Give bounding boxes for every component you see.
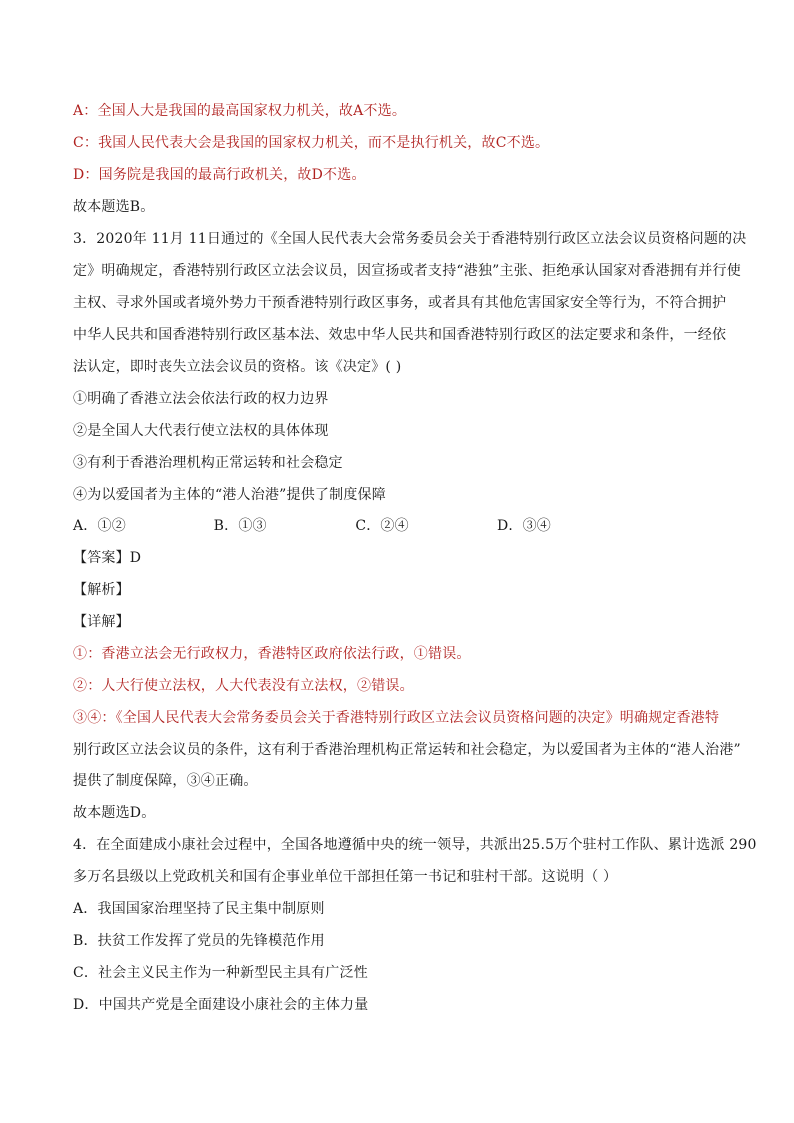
q3-statement-2: ②是全国人大代表行使立法权的具体体现 — [73, 423, 329, 439]
q2-conclusion: 故本题选B。 — [73, 199, 155, 215]
q3-statement-4: ④为以爱国者为主体的“港人治港”提供了制度保障 — [73, 487, 386, 503]
q3-stem-line-2: 定》明确规定，香港特别行政区立法会议员，因宣扬或者支持“港独”主张、拒绝承认国家对香港拥有并行使 — [73, 263, 741, 279]
q3-option-c: C．②④ — [355, 518, 409, 534]
q3-option-a: A．①② — [73, 518, 126, 534]
q4-stem-line-1: 4．在全面建成小康社会过程中，全国各地遵循中央的统一领导，共派出25.5万个驻村工作队、累计选派 290 — [73, 837, 757, 853]
q4-stem-line-2: 多万名县级以上党政机关和国有企事业单位干部担任第一书记和驻村干部。这说明（ ） — [73, 869, 618, 885]
q3-option-b: B．①③ — [213, 518, 267, 534]
q3-analysis-heading: 【解析】 — [73, 582, 130, 598]
q3-stem-line-3: 主权、寻求外国或者境外势力干预香港特别行政区事务，或者具有其他危害国家安全等行为，不符合拥护 — [73, 295, 727, 311]
q4-option-c: C．社会主义民主作为一种新型民主具有广泛性 — [73, 965, 368, 981]
q3-stem-line-1: 3．2020年 11月 11日通过的《全国人民代表大会常务委员会关于香港特别行政区立法会议员资格问题的决 — [73, 231, 747, 247]
q3-statement-3: ③有利于香港治理机构正常运转和社会稳定 — [73, 455, 343, 471]
q3-detail-heading: 【详解】 — [73, 614, 130, 630]
q3-detail-line-1: ①：香港立法会无行政权力，香港特区政府依法行政，①错误。 — [73, 646, 471, 662]
q3-detail-line-4: 别行政区立法会议员的条件，这有利于香港治理机构正常运转和社会稳定，为以爱国者为主体的“港人治港” — [73, 742, 741, 758]
q3-options-row — [73, 516, 551, 536]
q2-explanation-d: D：国务院是我国的最高行政机关，故D不选。 — [73, 167, 366, 183]
q3-option-d: D．③④ — [496, 518, 551, 534]
q3-detail-line-2: ②：人大行使立法权，人大代表没有立法权，②错误。 — [73, 678, 414, 694]
q3-detail-line-5: 提供了制度保障，③④正确。 — [73, 773, 258, 789]
q2-explanation-c: C：我国人民代表大会是我国的国家权力机关，而不是执行机关，故C不选。 — [73, 135, 550, 151]
q2-explanation-a: A：全国人大是我国的最高国家权力机关，故A不选。 — [73, 103, 407, 119]
q3-answer: 【答案】D — [73, 550, 142, 566]
q4-option-a: A．我国国家治理坚持了民主集中制原则 — [73, 901, 325, 917]
q3-conclusion: 故本题选D。 — [73, 805, 156, 821]
q3-statement-1: ①明确了香港立法会依法行政的权力边界 — [73, 391, 329, 407]
q3-stem-line-5: 法认定，即时丧失立法会议员的资格。该《决定》( ) — [73, 359, 402, 375]
q4-option-d: D．中国共产党是全面建设小康社会的主体力量 — [73, 997, 369, 1013]
q3-detail-line-3: ③④：《全国人民代表大会常务委员会关于香港特别行政区立法会议员资格问题的决定》明确规定香港特 — [73, 710, 720, 726]
q4-option-b: B．扶贫工作发挥了党员的先锋模范作用 — [73, 933, 325, 949]
q3-stem-line-4: 中华人民共和国香港特别行政区基本法、效忠中华人民共和国香港特别行政区的法定要求和条件，一经依 — [73, 327, 727, 343]
